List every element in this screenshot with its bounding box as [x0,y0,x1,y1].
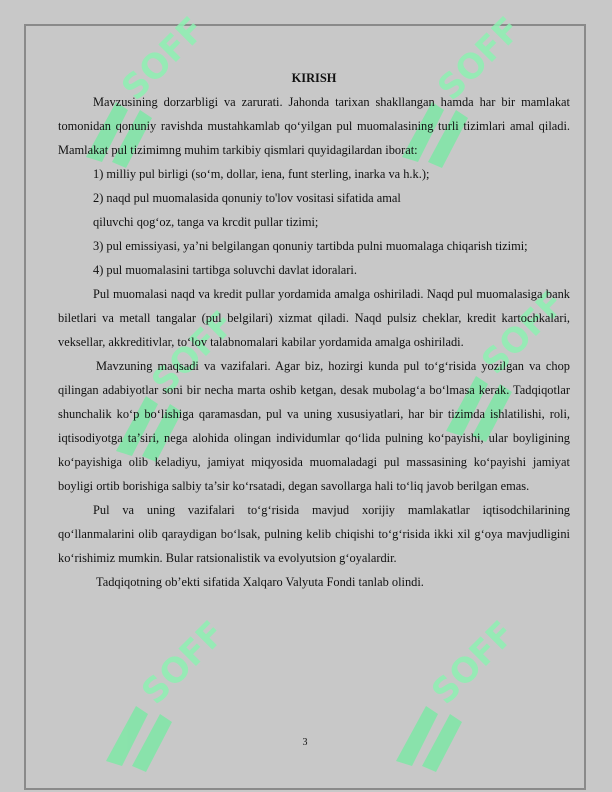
paragraph: Tadqiqotning ob’ekti sifatida Xalqaro Valyuta Fondi tanlab olindi. [96,575,424,589]
watermark-logo-icon [376,613,523,776]
list-item: 4) pul muomalasini tartibga soluvchi davlat idoralari. [93,263,357,277]
svg-text:SOFF: SOFF [430,9,529,109]
svg-text:SOFF: SOFF [424,613,523,713]
svg-text:SOFF: SOFF [144,303,243,403]
watermark-logo-icon [86,613,233,776]
page-number: 3 [302,737,308,748]
list-item: 1) milliy pul birligi (so‘m, dollar, iena, funt sterling, inarka va h.k.); [93,167,430,181]
list-item-continuation: qiluvchi qog‘oz, tanga va krcdit pullar tizimi; [93,215,319,229]
list-item: 2) naqd pul muomalasida qonuniy to'lov vositasi sifatida amal [93,191,401,205]
svg-text:SOFF: SOFF [134,613,233,713]
paragraph: Pul va uning vazifalari to‘g‘risida mavjud xorijiy mamlakatlar iqtisodchilarining qo‘llanmalarini olib qaraydigan bo‘lsak, pulning kelib chiqishi to‘g‘risida ikki xil g‘oya mavjudligini ko‘rishimiz mumkin. Bular ratsionalistik va evolyutsion g‘oyalardir. [58,503,570,565]
document-page [24,9,586,790]
svg-text:SOFF: SOFF [474,283,573,383]
watermark-text: SOFF [114,9,213,109]
list-item: 3) pul emissiyasi, ya’ni belgilangan qonuniy tartibda pulni muomalaga chiqarish tizimi; [93,239,528,253]
page-title: KIRISH [291,71,337,85]
paragraph: Mavzusining dorzarbligi va zarurati. Jahonda tarixan shakllangan hamda har bir mamlakat tomonidan qonuniy ravishda mustahkamlab qo‘yilgan pul muomalasining turli tizimlari amal qiladi. Mamlakat pul tizimimng muhim tarkibiy qismlari quyidagilardan iborat: [58,95,570,157]
paragraph: Pul muomalasi naqd va kredit pullar yordamida amalga oshiriladi. Naqd pul muomalasiga bank biletlari va metall tangalar (pul belgilari) xizmat qiladi. Naqd pulsiz cheklar, kredit kartochkalari, veksellar, akkreditivlar, to‘lov talabnomalari kabilar yordamida amalga oshiriladi. [58,287,570,349]
document-body [58,66,570,594]
paragraph: Mavzuning maqsadi va vazifalari. Agar biz, hozirgi kunda pul to‘g‘risida yozilgan va chop qilingan adabiyotlar soni bir necha marta oshib ketgan, desak mubolag‘a bo‘lmasa kerak. Tadqiqotlar shunchalik ko‘p bo‘lishiga qaramasdan, pul va uning xususiyatlari, har bir tizimda ishlatilishi, roli, iqtisodiyotga ta’siri, nega alohida olingan individumlar qo‘lida pulning ko‘payishi, ular boyligining ko‘payishiga olib keladiyu, jamiyat miqyosida muomaladagi pul massasining ko‘payishi jamiyat boyligi ortib borishiga salbiy ta’sir ko‘rsatadi, degan savollarga hali to‘liq javob berilgan emas. [58,359,570,493]
